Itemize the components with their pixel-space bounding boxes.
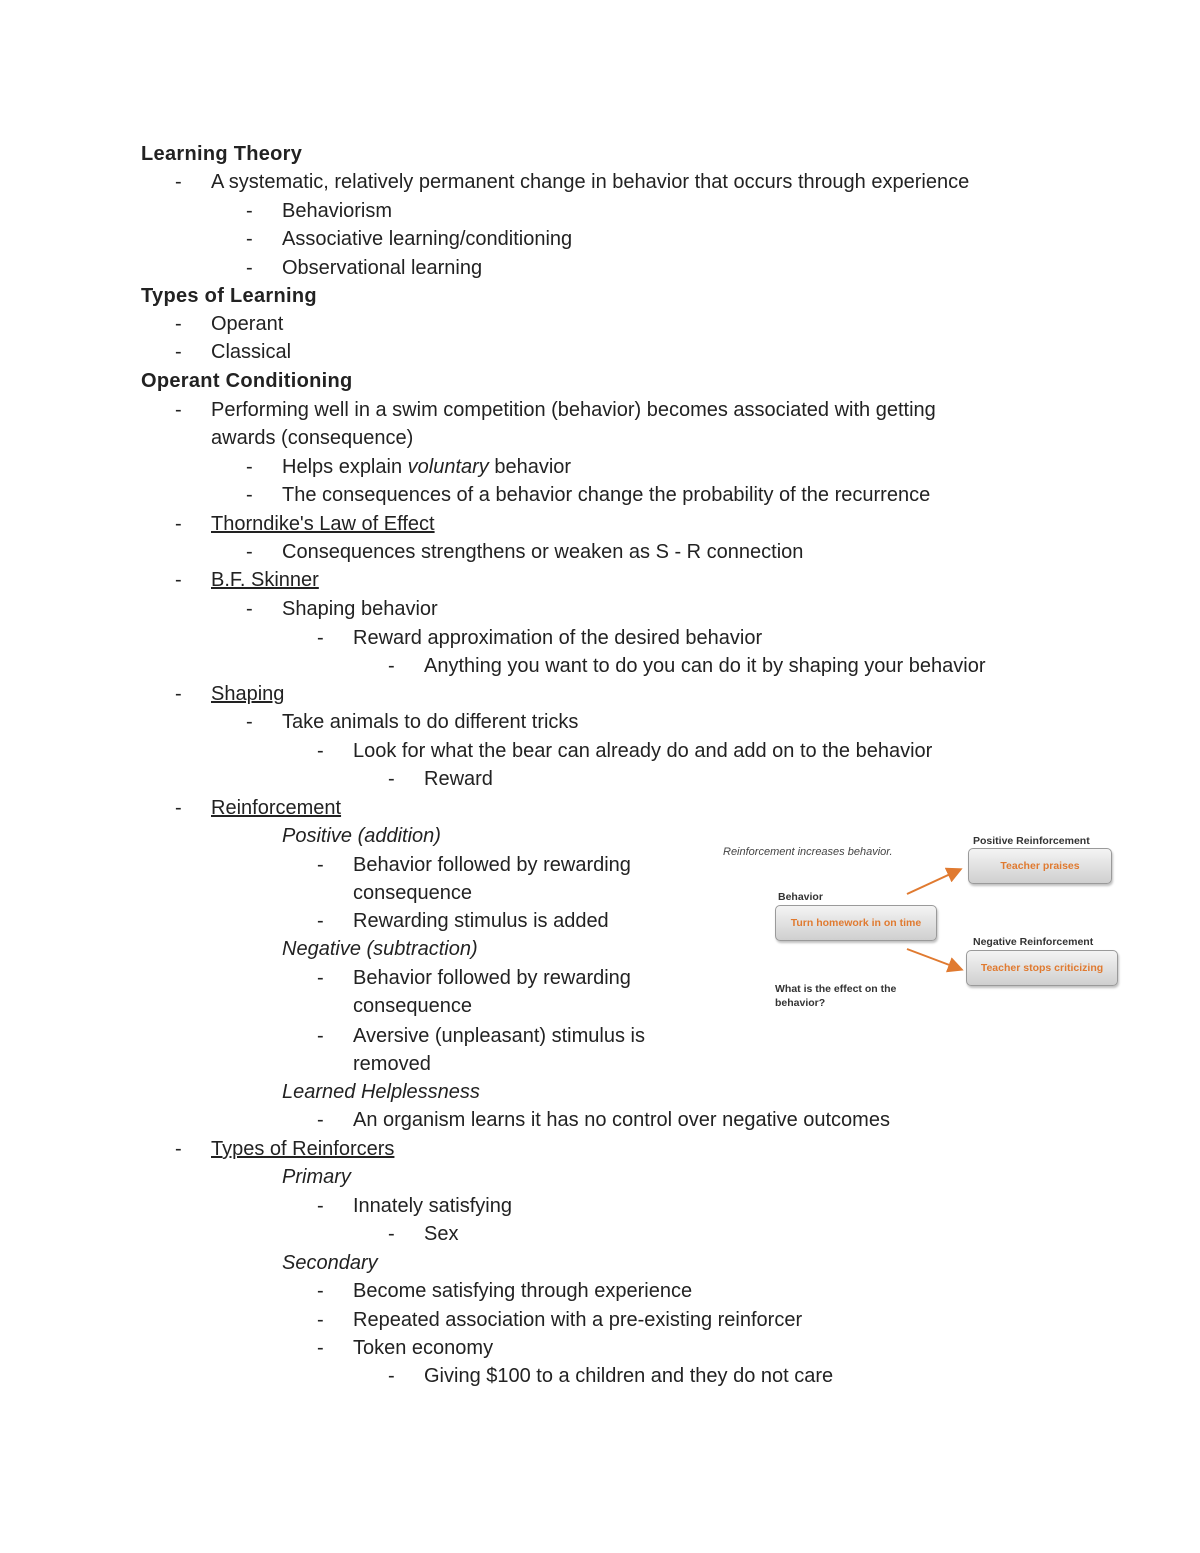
bullet-dash: - [175, 797, 182, 819]
bullet-dash: - [175, 683, 182, 705]
helps-suffix: behavior [488, 456, 572, 478]
bullet-dash: - [246, 484, 253, 506]
effect-question: What is the effect on the behavior? [775, 983, 897, 1009]
shaping-heading: Shaping [211, 683, 285, 705]
operant-example-line1: Performing well in a swim competition (behavior) becomes associated with getting [211, 399, 936, 421]
thorndike-heading: Thorndike's Law of Effect [211, 513, 435, 535]
secondary-point-1: Become satisfying through experience [353, 1280, 693, 1302]
primary-heading: Primary [282, 1166, 351, 1188]
skinner-heading: B.F. Skinner [211, 569, 319, 591]
helplessness-point: An organism learns it has no control over negative outcomes [353, 1109, 890, 1131]
thorndike-point: Consequences strengthens or weaken as S - R connection [282, 541, 804, 563]
bullet-dash: - [317, 967, 324, 989]
bullet-dash: - [317, 1280, 324, 1302]
bullet-dash: - [175, 341, 182, 363]
list-item: Classical [211, 341, 292, 363]
operant-example-line2: awards (consequence) [211, 427, 414, 449]
arrow-to-positive [907, 870, 959, 894]
primary-point: Innately satisfying [353, 1195, 512, 1217]
teacher-stops-criticizing-box: Teacher stops criticizing [966, 950, 1118, 986]
bullet-dash: - [246, 598, 253, 620]
bullet-dash: - [317, 1025, 324, 1047]
diagram-arrows [715, 830, 1125, 1020]
bullet-dash: - [175, 399, 182, 421]
bullet-dash: - [317, 910, 324, 932]
arrow-to-negative [907, 949, 960, 969]
skinner-reward: Reward approximation of the desired behavior [353, 627, 763, 649]
negative-point-2a: Aversive (unpleasant) stimulus is [353, 1025, 645, 1047]
primary-subpoint: Sex [424, 1223, 459, 1245]
skinner-anything: Anything you want to do you can do it by shaping your behavior [424, 655, 986, 677]
positive-reinforcement-label: Positive Reinforcement [973, 835, 1090, 847]
bullet-dash: - [246, 711, 253, 733]
negative-point-1a: Behavior followed by rewarding [353, 967, 631, 989]
reinforcement-diagram [715, 830, 1125, 1020]
positive-point-2: Rewarding stimulus is added [353, 910, 609, 932]
bullet-dash: - [388, 1223, 395, 1245]
shaping-animals: Take animals to do different tricks [282, 711, 579, 733]
helps-prefix: Helps explain [282, 456, 408, 478]
list-item: Observational learning [282, 257, 483, 279]
bullet-dash: - [246, 456, 253, 478]
bullet-dash: - [317, 740, 324, 762]
secondary-heading: Secondary [282, 1252, 378, 1274]
bullet-dash: - [388, 768, 395, 790]
negative-point-1b: consequence [353, 995, 472, 1017]
bullet-dash: - [175, 1138, 182, 1160]
bullet-dash: - [246, 228, 253, 250]
types-reinforcers-heading: Types of Reinforcers [211, 1138, 395, 1160]
positive-heading: Positive (addition) [282, 825, 441, 847]
learning-theory-definition: A systematic, relatively permanent change in behavior that occurs through experience [211, 171, 970, 193]
secondary-point-3: Token economy [353, 1337, 494, 1359]
helps-voluntary: voluntary [407, 456, 489, 478]
bullet-dash: - [317, 1309, 324, 1331]
bullet-dash: - [317, 1109, 324, 1131]
skinner-shaping: Shaping behavior [282, 598, 438, 620]
shaping-reward: Reward [424, 768, 493, 790]
list-item: Operant [211, 313, 284, 335]
positive-point-1b: consequence [353, 882, 472, 904]
bullet-dash: - [388, 1365, 395, 1387]
teacher-praises-box: Teacher praises [968, 848, 1112, 884]
bullet-dash: - [317, 627, 324, 649]
bullet-dash: - [317, 854, 324, 876]
bullet-dash: - [246, 541, 253, 563]
list-item: Behaviorism [282, 200, 393, 222]
bullet-dash: - [317, 1337, 324, 1359]
heading-operant-conditioning: Operant Conditioning [141, 370, 353, 392]
heading-learning-theory: Learning Theory [141, 143, 303, 165]
heading-types-of-learning: Types of Learning [141, 285, 317, 307]
helps-explain-line [282, 453, 571, 481]
negative-heading: Negative (subtraction) [282, 938, 478, 960]
bullet-dash: - [175, 313, 182, 335]
reinforcement-heading: Reinforcement [211, 797, 342, 819]
helplessness-heading: Learned Helplessness [282, 1081, 480, 1103]
negative-reinforcement-label: Negative Reinforcement [973, 936, 1094, 948]
diagram-caption: Reinforcement increases behavior. [723, 846, 893, 858]
positive-point-1a: Behavior followed by rewarding [353, 854, 631, 876]
behavior-box: Turn homework in on time [775, 905, 937, 941]
bullet-dash: - [175, 171, 182, 193]
bullet-dash: - [175, 513, 182, 535]
shaping-bear: Look for what the bear can already do and add on to the behavior [353, 740, 933, 762]
bullet-dash: - [317, 1195, 324, 1217]
secondary-subpoint: Giving $100 to a children and they do not care [424, 1365, 834, 1387]
behavior-label: Behavior [778, 891, 823, 903]
bullet-dash: - [246, 257, 253, 279]
list-item: Associative learning/conditioning [282, 228, 573, 250]
secondary-point-2: Repeated association with a pre-existing reinforcer [353, 1309, 803, 1331]
consequences-line: The consequences of a behavior change the probability of the recurrence [282, 484, 931, 506]
bullet-dash: - [175, 569, 182, 591]
negative-point-2b: removed [353, 1053, 431, 1075]
bullet-dash: - [246, 200, 253, 222]
bullet-dash: - [388, 655, 395, 677]
